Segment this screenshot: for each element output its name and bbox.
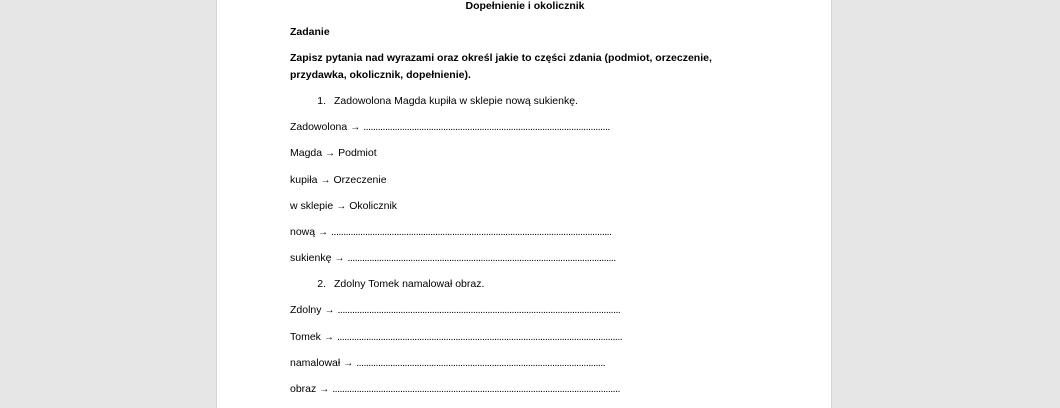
answer-field: ............................................................................................................... [347, 252, 616, 264]
arrow-icon: → [320, 175, 331, 186]
document-page [216, 0, 832, 408]
answer-row [290, 121, 610, 133]
answer-row [290, 147, 377, 159]
document-title: Dopełnienie i okolicznik [465, 0, 585, 12]
answer-word: kupiła [290, 174, 318, 186]
arrow-icon: → [350, 122, 361, 133]
arrow-icon: → [323, 332, 334, 343]
answer-field: Podmiot [338, 147, 377, 159]
answer-row [290, 383, 620, 395]
list-item-sentence: Zadowolona Magda kupiła w sklepie nową sukienkę. [334, 95, 578, 107]
answer-word: Zadowolona [290, 121, 348, 133]
answer-row [290, 226, 612, 238]
answer-row [290, 331, 622, 343]
answer-word: sukienkę [290, 252, 332, 264]
answer-field: Okolicznik [349, 200, 398, 212]
answer-row [290, 357, 605, 369]
answer-field: .................................................................................................................... [331, 226, 612, 238]
list-item-number: 2. [317, 278, 326, 290]
answer-field: ..................................................................................................................... [337, 304, 621, 316]
arrow-icon: → [334, 253, 345, 264]
arrow-icon: → [319, 384, 330, 395]
list-item [308, 95, 578, 107]
arrow-icon: → [324, 305, 335, 316]
answer-word: w sklepie [290, 200, 334, 212]
arrow-icon: → [343, 358, 354, 369]
arrow-icon: → [318, 227, 329, 238]
answer-word: namalował [290, 357, 341, 369]
answer-field: Orzeczenie [333, 174, 387, 186]
list-item [308, 278, 484, 290]
list-item-number: 1. [317, 95, 326, 107]
task-instruction: Zapisz pytania nad wyrazami oraz określ jakie to części zdania (podmiot, orzeczenie, przydawka, okolicznik, dopełnienie). [290, 52, 712, 81]
answer-word: Magda [290, 147, 323, 159]
answer-field: ....................................................................................................... [356, 357, 606, 369]
answer-field: ...................................................................................................... [363, 121, 610, 133]
arrow-icon: → [336, 201, 347, 212]
answer-word: Tomek [290, 331, 321, 343]
answer-row [290, 200, 397, 212]
answer-row [290, 174, 387, 186]
answer-row [290, 304, 620, 316]
answer-field: ...................................................................................................................... [336, 331, 623, 343]
answer-row [290, 252, 616, 264]
arrow-icon: → [325, 148, 336, 159]
answer-field: ....................................................................................................................... [332, 383, 620, 395]
answer-word: nową [290, 226, 316, 238]
answer-word: Zdolny [290, 304, 322, 316]
task-heading: Zadanie [290, 26, 330, 38]
list-item-sentence: Zdolny Tomek namalował obraz. [334, 278, 485, 290]
answer-word: obraz [290, 383, 317, 395]
